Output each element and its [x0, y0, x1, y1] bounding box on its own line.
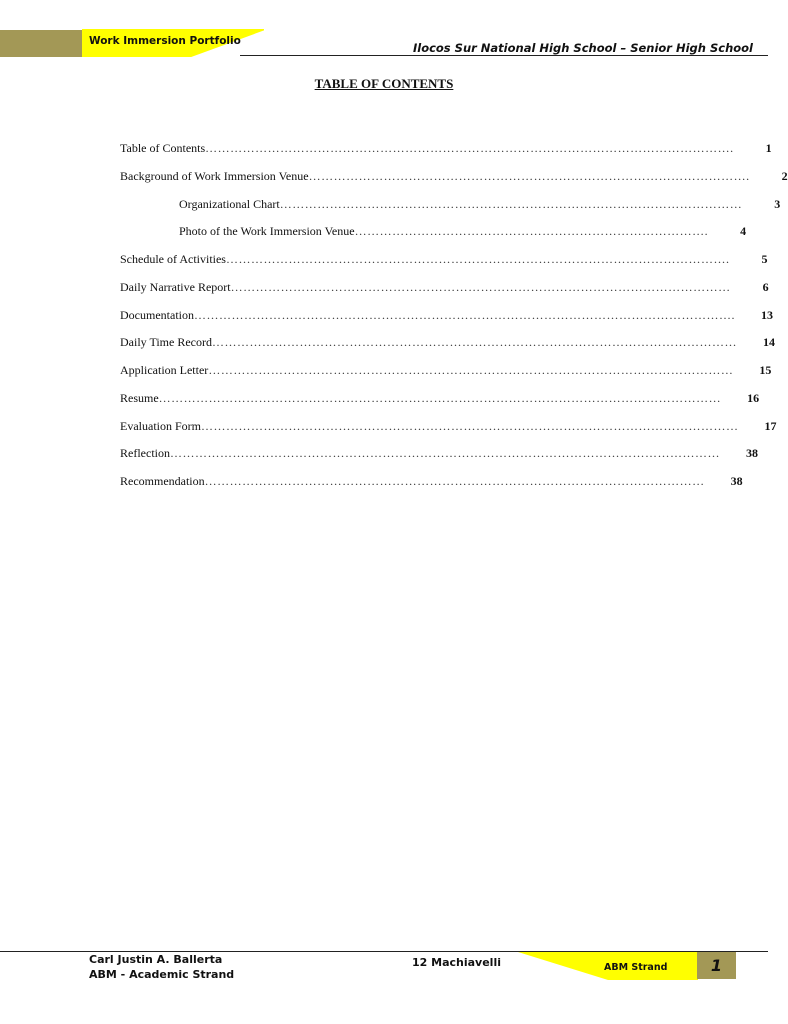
toc-entry [120, 249, 768, 267]
toc-entry-leader: ………………………………………………………………………………………………………… [230, 280, 731, 294]
page-number: 1 [710, 956, 723, 975]
toc-entry-page: 13 [760, 308, 773, 322]
toc-entry [120, 416, 777, 434]
toc-entry [120, 277, 769, 295]
toc-entry-page: 15 [759, 363, 772, 377]
toc-entry-leader: ………………………………………………………………………………………………………………… [201, 419, 739, 433]
toc-entry-leader: ………………………………………………………………………………………………………………. [205, 141, 734, 155]
toc-entry-page: 16 [747, 391, 760, 405]
toc-entry-label: Schedule of Activities [120, 252, 226, 266]
toc-entry-leader: ………………………………………………………………………………………………… [279, 197, 743, 211]
toc-entry-label: Documentation [120, 308, 194, 322]
toc-entry-leader: ……………………………………………………………………………………………………………………… [158, 391, 722, 405]
toc-entry [120, 471, 743, 489]
toc-entry [120, 305, 773, 323]
strand-full: ABM - Academic Strand [89, 968, 235, 981]
toc-entry-label: Daily Narrative Report [120, 280, 231, 294]
toc-entry-label: Background of Work Immersion Venue [120, 169, 309, 183]
toc-entry-leader: …………………………………………………………………………. [354, 224, 709, 238]
toc-entry-page: 3 [774, 197, 781, 211]
toc-entry-page: 14 [763, 335, 775, 349]
toc-entry-label: Photo of the Work Immersion Venue [179, 224, 355, 238]
strand-short: ABM Strand [604, 962, 668, 973]
toc-entry-page: 6 [762, 280, 769, 294]
footer-author [89, 952, 234, 982]
toc-entry-label: Resume [120, 391, 159, 405]
student-name: Carl Justin A. Ballerta [89, 953, 223, 966]
toc-entry-label: Organizational Chart [179, 197, 280, 211]
toc-entry [120, 166, 788, 184]
toc-entry-leader: …………………………………………………………………………………………………………………… [169, 446, 720, 460]
toc-entry-page: 5 [761, 252, 768, 266]
toc-entry-page: 17 [764, 419, 777, 433]
toc-entry [120, 360, 772, 378]
header-olive-band [0, 30, 82, 57]
toc-subentry [179, 221, 747, 239]
toc-entry-page: 1 [765, 141, 772, 155]
toc-entry [120, 332, 775, 350]
page-number-box [697, 952, 736, 979]
toc-entry-page: 4 [740, 224, 747, 238]
toc-entry [120, 138, 772, 156]
section-name: 12 Machiavelli [412, 956, 501, 969]
toc-entry-label: Table of Contents [120, 141, 206, 155]
toc-entry-leader: ………………………………………………………………………………………………………… [204, 474, 705, 488]
toc-entry-leader: ……………………………………………………………………………………………………………… [208, 363, 734, 377]
portfolio-label: Work Immersion Portfolio [89, 35, 241, 47]
toc-entry-label: Application Letter [120, 363, 209, 377]
toc-subentry [179, 194, 781, 212]
toc-entry-label: Daily Time Record [120, 335, 212, 349]
page-title: TABLE OF CONTENTS [314, 76, 454, 91]
toc-entry-leader: ……………………………………………………………………………………………………………… [212, 335, 737, 349]
toc-entry-label: Recommendation [120, 474, 205, 488]
toc-entry-leader: …………………………………………………………………………………………………………………. [193, 308, 735, 322]
toc-entry-label: Evaluation Form [120, 419, 201, 433]
toc-entry-leader: ……………………………………………………………………………………………. [308, 169, 750, 183]
toc-entry-label: Reflection [120, 446, 170, 460]
toc-entry-page: 38 [730, 474, 743, 488]
toc-entry-page: 38 [745, 446, 758, 460]
header-rule [240, 55, 768, 56]
toc-entry [120, 388, 760, 406]
toc-entry-leader: …………………………………………………………………………………………………………. [225, 252, 730, 266]
school-name: Ilocos Sur National High School – Senior High School [412, 41, 753, 55]
toc-entry-page: 2 [781, 169, 788, 183]
toc-entry [120, 443, 758, 461]
